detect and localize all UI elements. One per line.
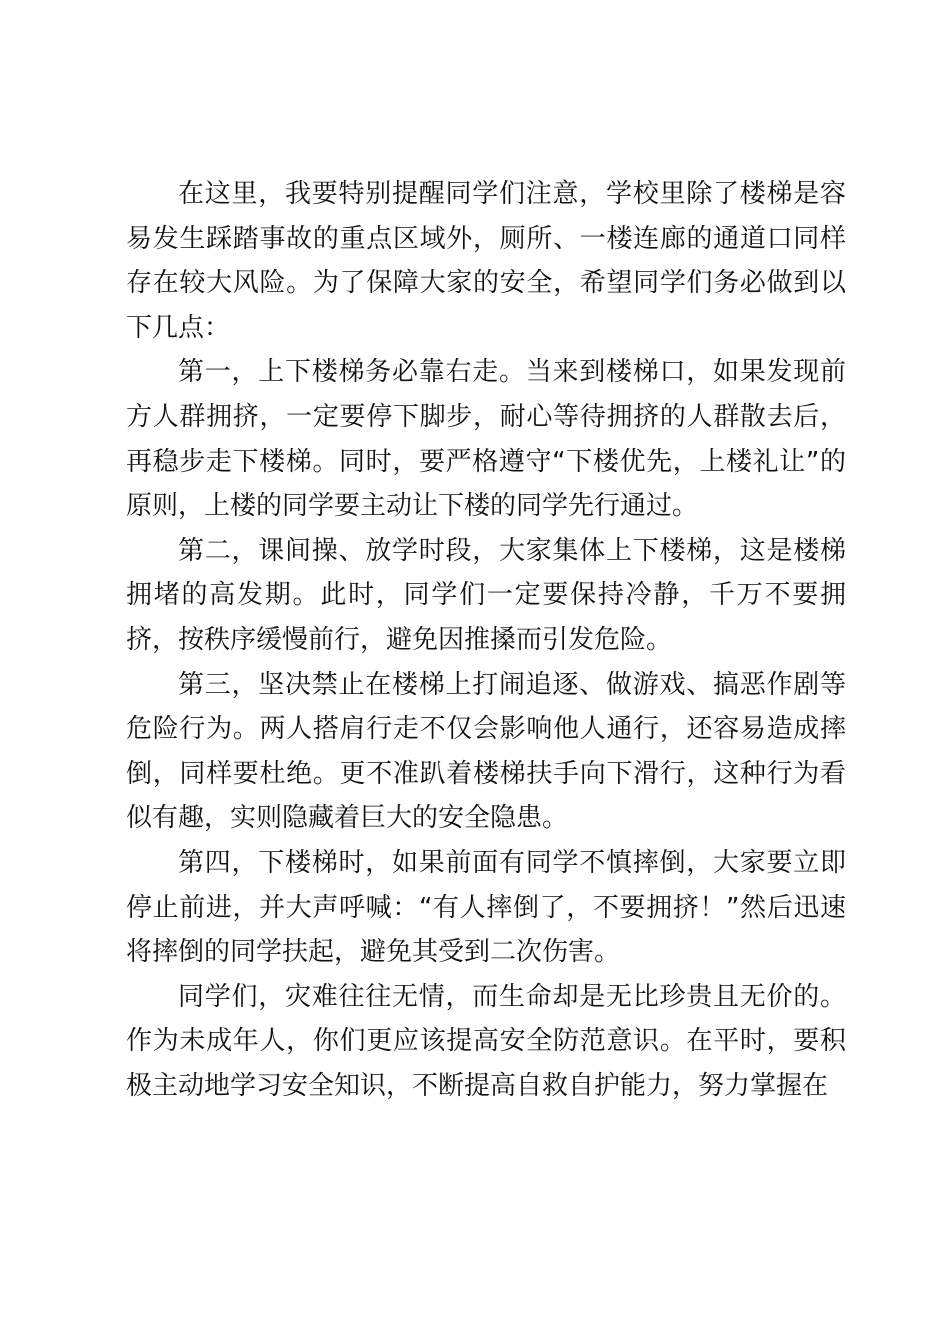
- paragraph-point-2: 第二，课间操、放学时段，大家集体上下楼梯，这是楼梯拥堵的高发期。此时，同学们一定要保持冷静，千万不要拥挤，按秩序缓慢前行，避免因推搡而引发危险。: [126, 535, 846, 655]
- paragraph-point-1: 第一，上下楼梯务必靠右走。当来到楼梯口，如果发现前方人群拥挤，一定要停下脚步，耐心等待拥挤的人群散去后，再稳步走下楼梯。同时，要严格遵守“下楼优先，上楼礼让”的原则，上楼的同学要主动让下楼的同学先行通过。: [126, 357, 846, 522]
- document-body: [126, 172, 846, 1108]
- paragraph-point-3: 第三，坚决禁止在楼梯上打闹追逐、做游戏、搞恶作剧等危险行为。两人搭肩行走不仅会影响他人通行，还容易造成摔倒，同样要杜绝。更不准趴着楼梯扶手向下滑行，这种行为看似有趣，实则隐藏着巨大的安全隐患。: [126, 669, 846, 834]
- paragraph-closing: 同学们，灾难往往无情，而生命却是无比珍贵且无价的。作为未成年人，你们更应该提高安全防范意识。在平时，要积极主动地学习安全知识，不断提高自救自护能力，努力掌握在: [126, 981, 846, 1101]
- paragraph-point-4: 第四，下楼梯时，如果前面有同学不慎摔倒，大家要立即停止前进，并大声呼喊：“有人摔倒了，不要拥挤！”然后迅速将摔倒的同学扶起，避免其受到二次伤害。: [126, 847, 846, 968]
- paragraph-intro: 在这里，我要特别提醒同学们注意，学校里除了楼梯是容易发生踩踏事故的重点区域外，厕所、一楼连廊的通道口同样存在较大风险。为了保障大家的安全，希望同学们务必做到以下几点：: [126, 179, 846, 343]
